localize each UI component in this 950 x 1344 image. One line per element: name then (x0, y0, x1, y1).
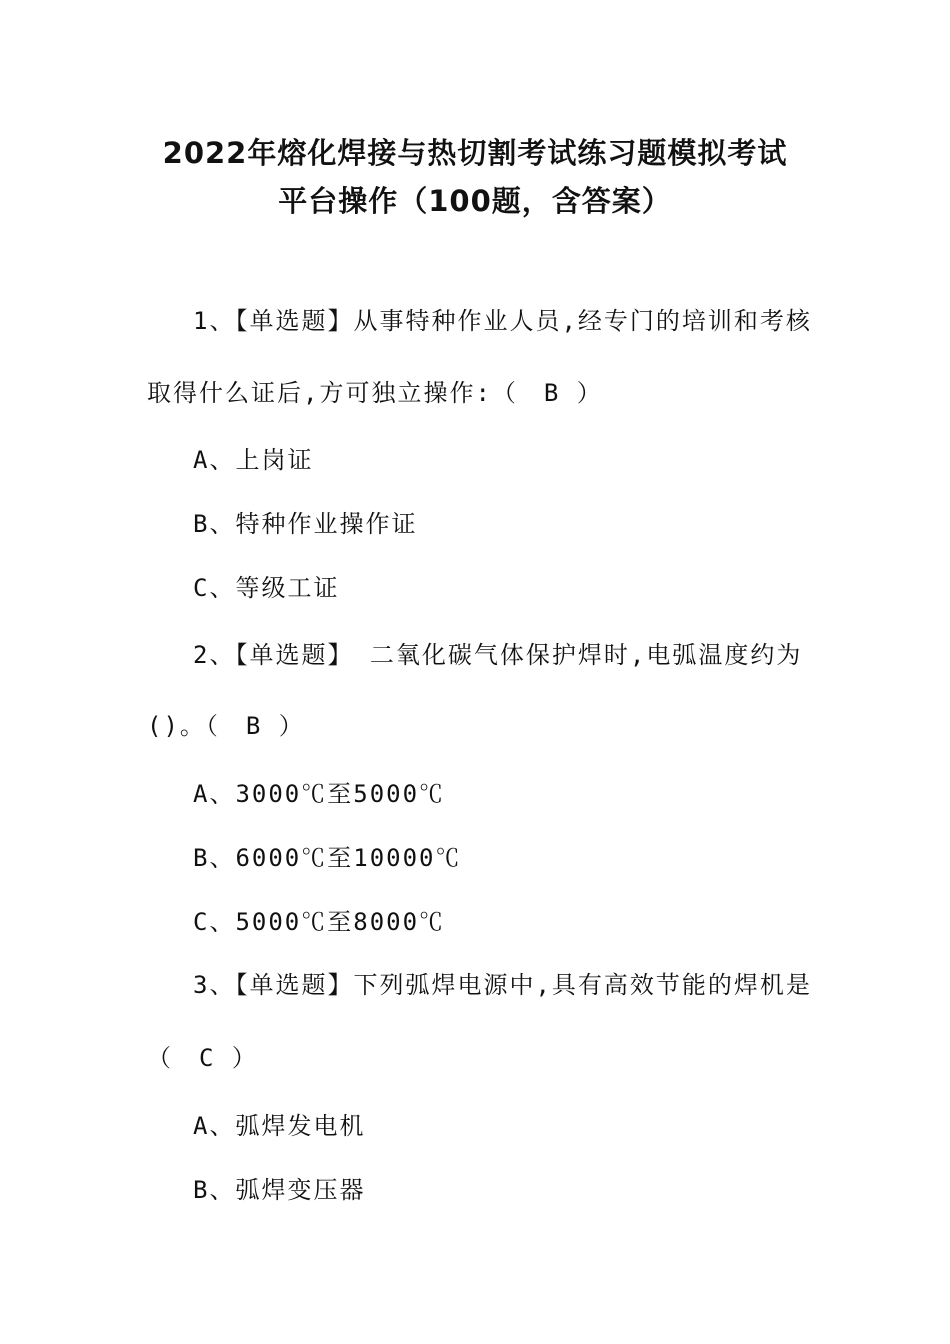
question-2-option-b: B、6000℃至10000℃ (193, 844, 462, 872)
document-title-line-1: 2022年熔化焊接与热切割考试练习题模拟考试 (162, 136, 788, 170)
question-1-stem-continued: 取得什么证后,方可独立操作:（ B ） (147, 379, 603, 407)
question-1-option-b: B、特种作业操作证 (193, 510, 418, 538)
question-1-option-a: A、上岗证 (193, 446, 314, 474)
question-3-stem: 3、【单选题】下列弧焊电源中,具有高效节能的焊机是 (193, 971, 812, 999)
question-3-option-b: B、弧焊变压器 (193, 1176, 366, 1204)
question-2-option-a: A、3000℃至5000℃ (193, 780, 446, 808)
question-1-stem: 1、【单选题】从事特种作业人员,经专门的培训和考核 (193, 307, 812, 335)
question-2-stem: 2、【单选题】 二氧化碳气体保护焊时,电弧温度约为 (193, 641, 803, 669)
question-3-option-a: A、弧焊发电机 (193, 1112, 366, 1140)
question-3-stem-continued: （ C ） (147, 1044, 258, 1072)
question-2-option-c: C、5000℃至8000℃ (193, 908, 446, 936)
question-1-option-c: C、等级工证 (193, 574, 340, 602)
question-2-stem-continued: ()。（ B ） (147, 712, 305, 740)
document-title-line-2: 平台操作（100题，含答案） (278, 184, 672, 218)
